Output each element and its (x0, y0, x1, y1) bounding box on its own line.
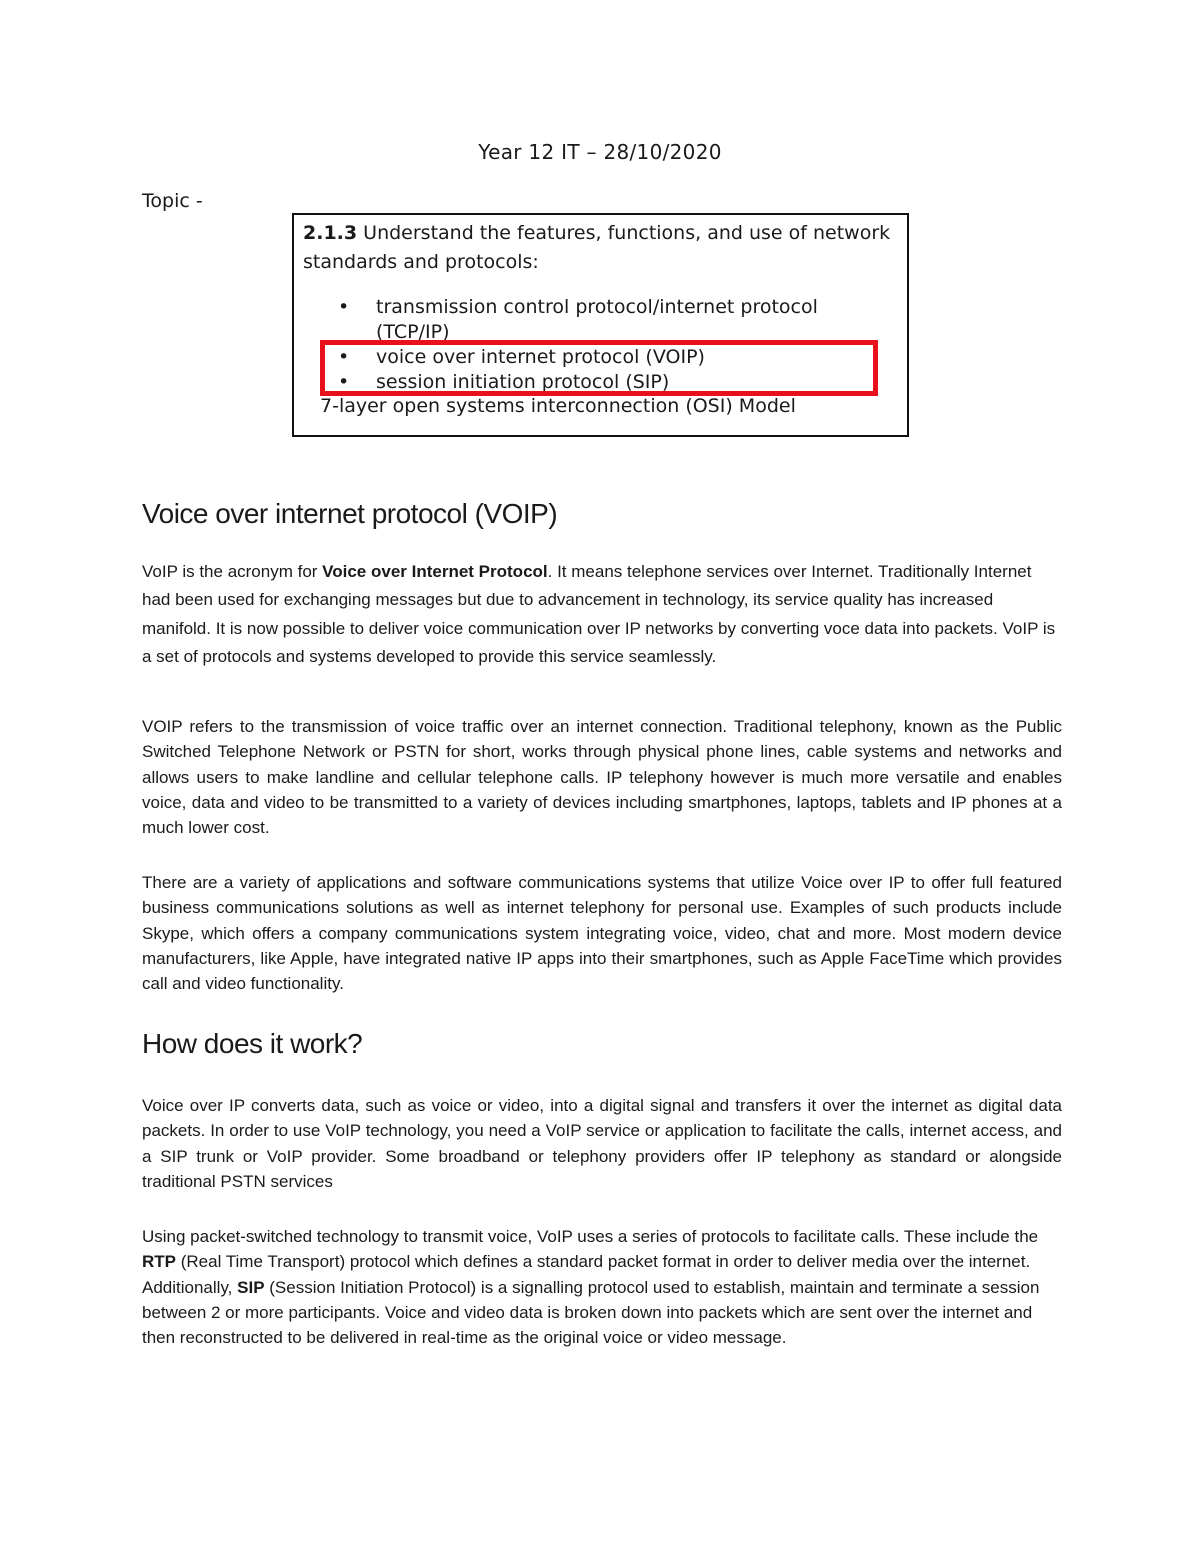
spec-item-text: transmission control protocol/internet protocol (TCP/IP) (376, 296, 818, 343)
paragraph (142, 1224, 1062, 1350)
spec-heading-text: Understand the features, functions, and use of network standards and protocols: (303, 222, 891, 273)
paragraph-text: Using packet-switched technology to transmit voice, VoIP uses a series of protocols to facilitate calls. These include the (142, 1227, 1039, 1246)
highlight-box (320, 340, 878, 396)
paragraph-text: (Real Time Transport) protocol which defines a standard packet format in order to deliver media over the internet. Additionally, (142, 1252, 1031, 1297)
paragraph (142, 558, 1062, 671)
spec-footer: 7-layer open systems interconnection (OSI) Model (320, 395, 796, 417)
spec-list-item (294, 295, 894, 345)
bullet-icon: • (338, 371, 350, 393)
bullet-icon: • (338, 346, 350, 368)
paragraph-text: (Session Initiation Protocol) is a signalling protocol used to establish, maintain and terminate a session between 2 or more participants. Voice and video data is broken down into packets which are sent over the internet and then reconstructed to be delivered in real-time as the original voice or video message. (142, 1277, 1040, 1348)
spec-heading (303, 219, 893, 277)
bold-term: RTP (142, 1252, 176, 1272)
document-title: Year 12 IT – 28/10/2020 (478, 140, 722, 164)
spec-item-text: voice over internet protocol (VOIP) (376, 346, 705, 368)
bullet-icon: • (338, 296, 350, 318)
section-heading-how: How does it work? (142, 1028, 363, 1059)
specification-box (292, 213, 909, 437)
paragraph-text: VoIP is the acronym for (142, 562, 323, 581)
topic-label: Topic - (142, 190, 203, 212)
spec-code: 2.1.3 (303, 222, 358, 244)
paragraph: There are a variety of applications and software communications systems that utilize Voice over IP to offer full featured business communications solutions as well as internet telephony for personal use. Examples of such products include Skype, which offers a company communications system integrating voice, video, chat and more. Most modern device manufacturers, like Apple, have integrated native IP apps into their smartphones, such as Apple FaceTime which provides call and video functionality. (142, 873, 1062, 994)
bold-term: Voice over Internet Protocol (322, 562, 548, 581)
spec-item-text: session initiation protocol (SIP) (376, 371, 670, 393)
paragraph: VOIP refers to the transmission of voice traffic over an internet connection. Traditional telephony, known as the Public Switched Telephone Network or PSTN for short, works through physical phone lines, cable systems and networks and allows users to make landline and cellular telephone calls. IP telephony however is much more versatile and enables voice, data and video to be transmitted to a variety of devices including smartphones, laptops, tablets and IP phones at a much lower cost. (142, 717, 1062, 838)
paragraph: Voice over IP converts data, such as voice or video, into a digital signal and transfers it over the internet as digital data packets. In order to use VoIP technology, you need a VoIP service or application to facilitate the calls, internet access, and a SIP trunk or VoIP provider. Some broadband or telephony providers offer IP telephony as standard or alongside traditional PSTN services (142, 1096, 1062, 1191)
bold-term: SIP (237, 1277, 265, 1297)
section-heading-voip: Voice over internet protocol (VOIP) (142, 498, 558, 529)
paragraph-text: . It means telephone services over Internet. Traditionally Internet had been used for exchanging messages but due to advancement in technology, its service quality has increased manifold. It is now possible to deliver voice communication over IP networks by converting voce data into packets. VoIP is a set of protocols and systems developed to provide this service seamlessly. (142, 562, 1056, 666)
